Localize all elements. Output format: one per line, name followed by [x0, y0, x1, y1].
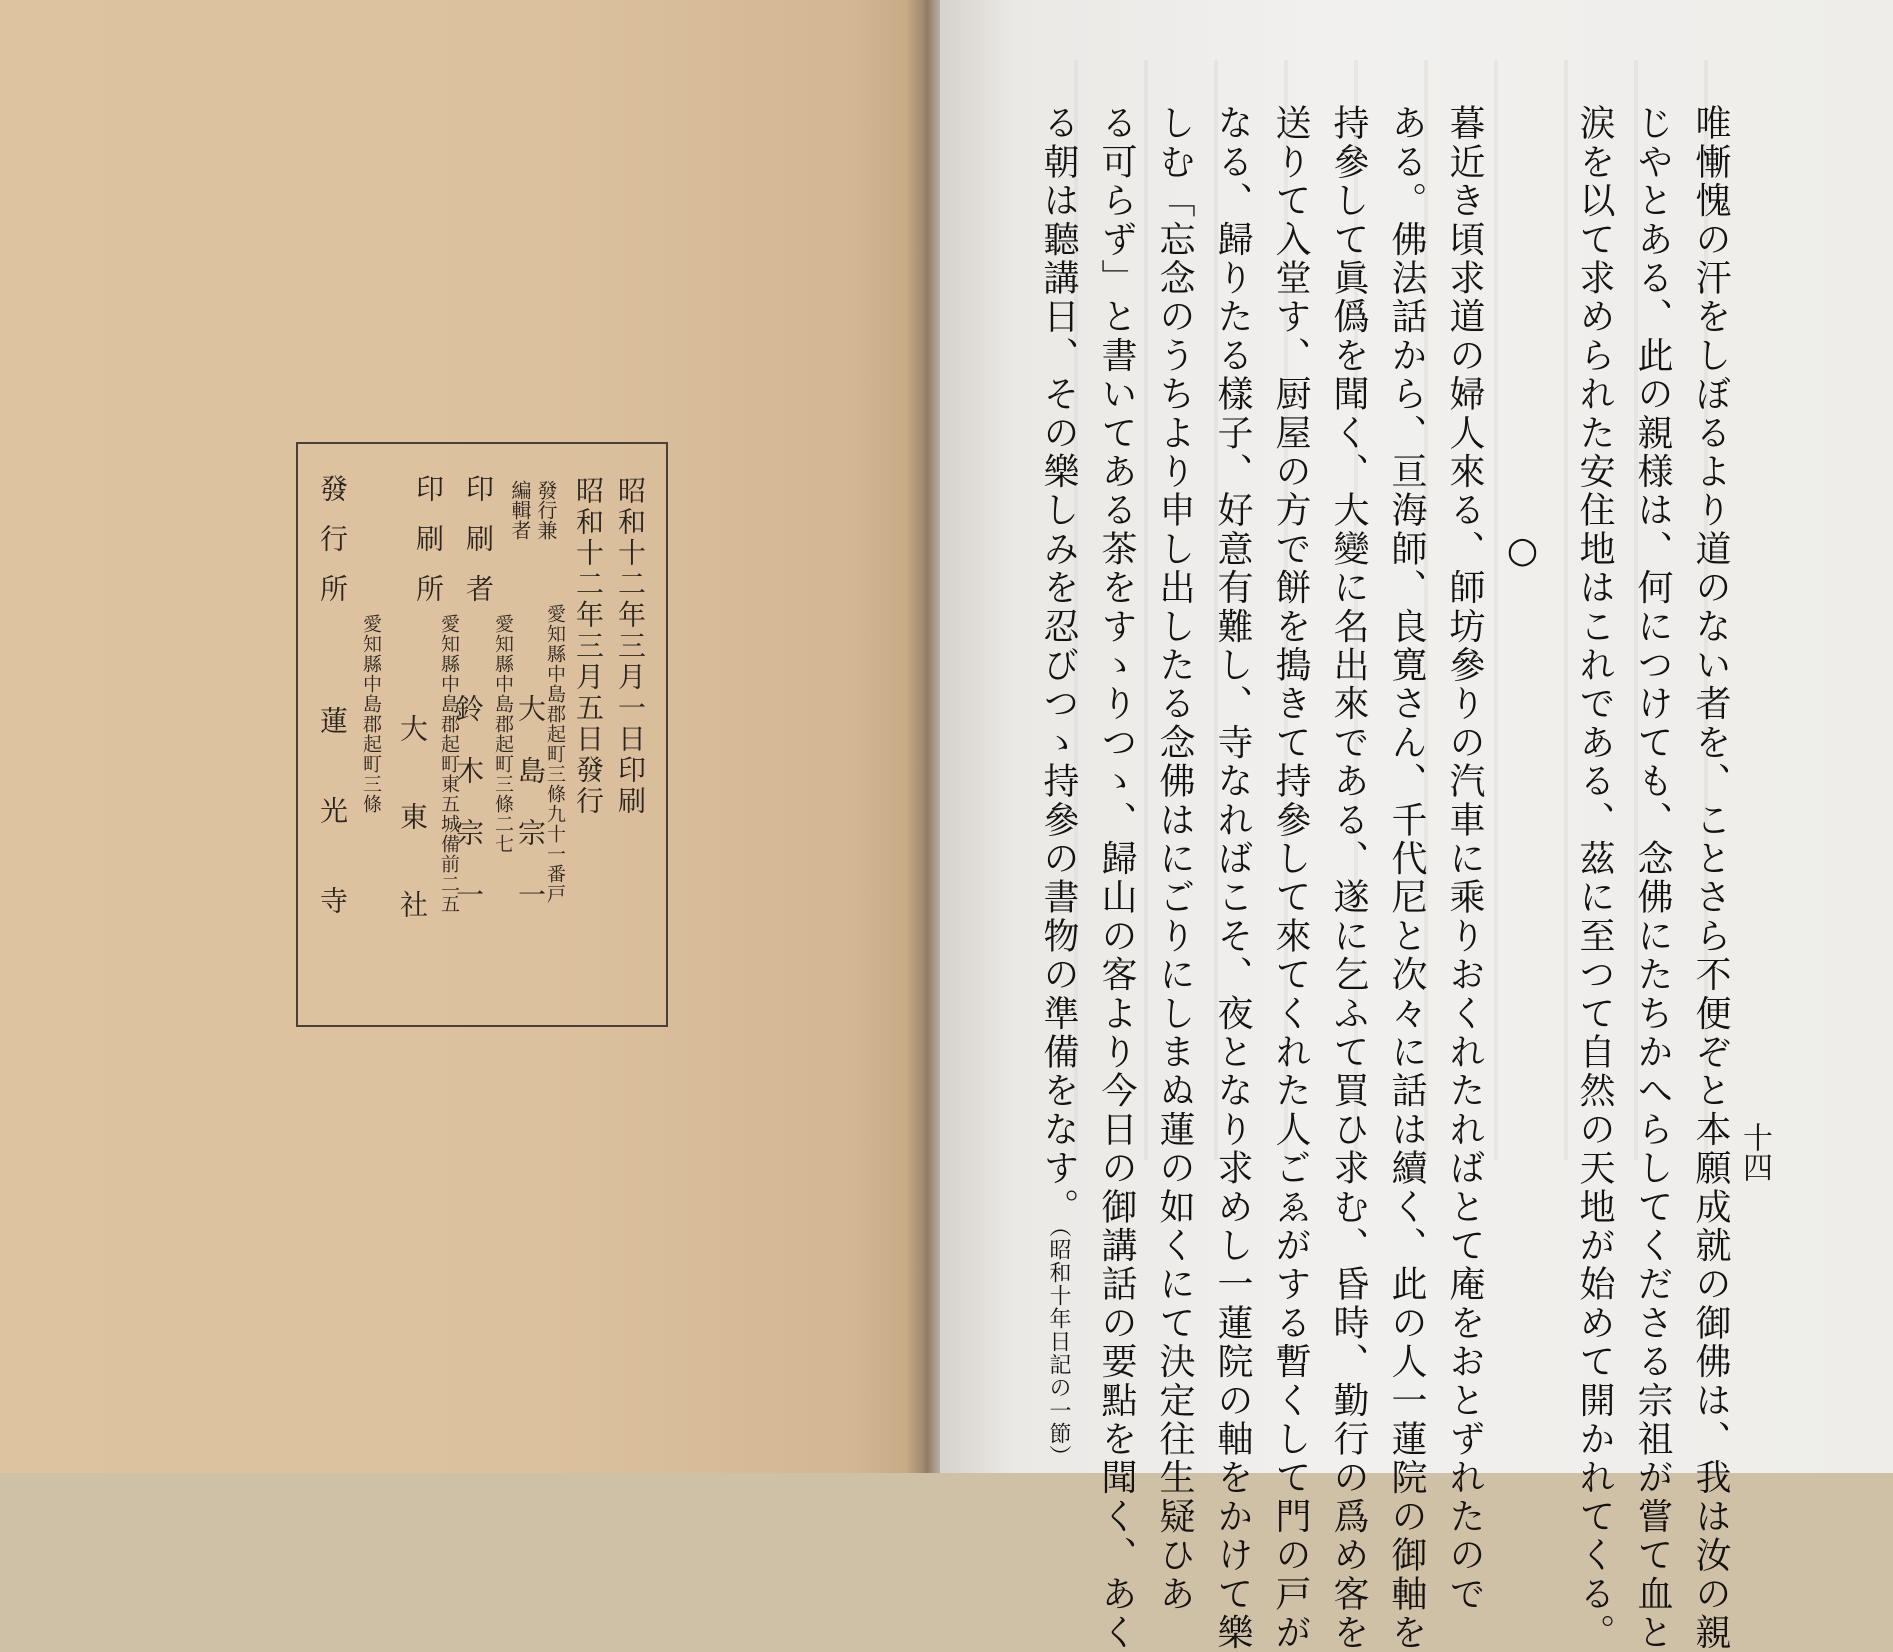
- print-date: 昭和十二年三月一日印刷: [614, 476, 647, 817]
- page-number: 十四: [1737, 1122, 1772, 1182]
- colophon-page: [0, 0, 920, 1473]
- press-label: 印刷所: [412, 474, 445, 624]
- body-line-11: [1038, 104, 1078, 1468]
- body-line-11-text: る朝は聽講日、その樂しみを忍びつゝ持參の書物の準備をなす。: [1038, 104, 1079, 1227]
- book-gutter: [905, 0, 945, 1473]
- publisher-address: 愛知縣中島郡起町三條: [360, 614, 382, 814]
- publisher-label: 發行所: [316, 474, 349, 624]
- body-line-4: 暮近き頃求道の婦人來る、師坊參りの汽車に乘りおくれたればとて庵をおとずれたので: [1444, 104, 1485, 1614]
- press-address: 愛知縣中島郡起町東五城備前二五: [438, 614, 460, 914]
- date-note: （昭和十年日記の一節）: [1046, 1226, 1071, 1469]
- body-line-3: 涙を以て求められた安住地はこれである、茲に至つて自然の天地が始めて開かれてくる。: [1574, 104, 1615, 1652]
- body-text: [1010, 104, 1750, 1652]
- body-line-5: ある。佛法話から、亘海師、良寛さん、千代尼と次々に話は續く、此の人一蓮院の御軸を: [1386, 104, 1427, 1652]
- editor-label-editor: 編輯者: [508, 480, 532, 540]
- body-line-9: しむ「忘念のうちより申し出したる念佛はにごりにしまぬ蓮の如くにて決定往生疑ひあ: [1154, 104, 1195, 1614]
- issue-date: 昭和十二年三月五日發行: [572, 476, 605, 817]
- body-line-10: る可らず」と書いてある茶をすゝりつゝ、歸山の客より今日の御講話の要點を聞く、あく: [1096, 104, 1137, 1652]
- printer-name: 鈴木宗一: [452, 694, 485, 942]
- editor-address: 愛知縣中島郡起町三條九十一番戸: [544, 604, 566, 904]
- printer-label: 印刷者: [462, 474, 495, 624]
- colophon-box: [296, 442, 668, 1027]
- body-line-1: 唯慚愧の汗をしぼるより道のない者を、ことさら不便ぞと本願成就の御佛は、我は汝の親: [1690, 104, 1731, 1652]
- body-line-7: 送りて入堂す、厨屋の方で餅を搗きて持參して來てくれた人ごゑがする暫くして門の戸が: [1270, 104, 1311, 1652]
- body-line-6: 持參して眞僞を聞く、大變に名出來である、遂に乞ふて買ひ求む、昏時、勤行の爲め客を: [1328, 104, 1369, 1652]
- body-line-8: なる、歸りたる樣子、好意有難し、寺なればこそ、夜となり求めし一蓮院の軸をかけて樂: [1212, 104, 1253, 1652]
- editor-name: 大島宗一: [514, 694, 547, 942]
- publisher-name: 蓮光寺: [316, 706, 349, 976]
- printer-address: 愛知縣中島郡起町三條二七: [492, 614, 514, 854]
- editor-label-publisher: 發行兼: [534, 480, 558, 540]
- body-line-2: じやとある、此の親様は、何につけても、念佛にたちかへらしてくださる宗祖が嘗て血と: [1632, 104, 1673, 1652]
- section-mark: ○: [1502, 530, 1543, 571]
- press-name: 大東社: [396, 714, 429, 978]
